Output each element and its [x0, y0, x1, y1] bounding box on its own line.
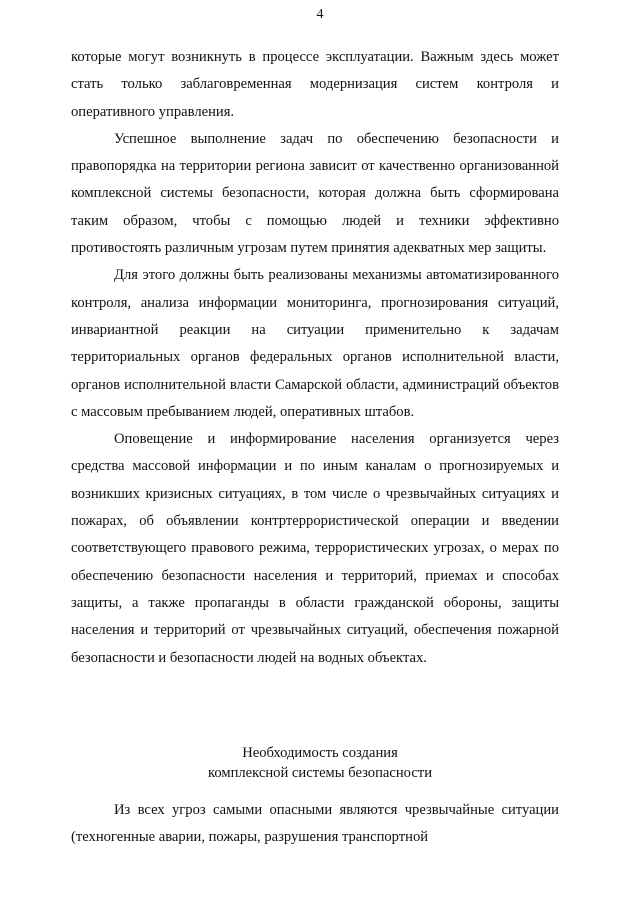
- section-heading-line-2: комплексной системы безопасности: [207, 765, 432, 781]
- paragraph-security-tasks: Успешное выполнение задач по обеспечению безопасности и правопорядка на территории региона зависит от качественно организованной комплексной системы безопасности, которая должна быть сформирована таким образом, чтобы с помощью людей и техники эффективно противостоять различным угрозам путем принятия адекватных мер защиты.: [71, 130, 559, 257]
- page-number: 4: [316, 7, 324, 22]
- paragraph-threats: Из всех угроз самыми опасными являются чрезвычайные ситуации (техногенные аварии, пожары, разрушения транспортной: [71, 802, 559, 846]
- tail-text: [71, 797, 559, 852]
- body-text: [71, 44, 559, 672]
- section-heading-line-1: Необходимость создания: [242, 745, 398, 761]
- section-heading: [0, 743, 640, 783]
- paragraph-control-mechanisms: Для этого должны быть реализованы механизмы автоматизированного контроля, анализа информации мониторинга, прогнозирования ситуаций, инвариантной реакции на ситуации применительно к задачам территориальных органов федеральных органов исполнительной власти, органов исполнительной власти Самарской области, администраций объектов с массовым пребыванием людей, оперативных штабов.: [71, 267, 559, 420]
- paragraph-continuation: которые могут возникнуть в процессе эксплуатации. Важным здесь может стать только заблаговременная модернизация систем контроля и оперативного управления.: [71, 49, 559, 120]
- paragraph-population-alerting: Оповещение и информирование населения организуется через средства массовой информации и по иным каналам о прогнозируемых и возникших кризисных ситуациях, в том числе о чрезвычайных ситуациях и пожарах, об объявлении контртеррористической операции и введении соответствующего правового режима, террористических угрозах, о мерах по обеспечению безопасности населения и территорий, приемах и способах защиты, а также пропаганды в области гражданской обороны, защиты населения и территорий от чрезвычайных ситуаций, обеспечения пожарной безопасности и безопасности людей на водных объектах.: [71, 431, 559, 666]
